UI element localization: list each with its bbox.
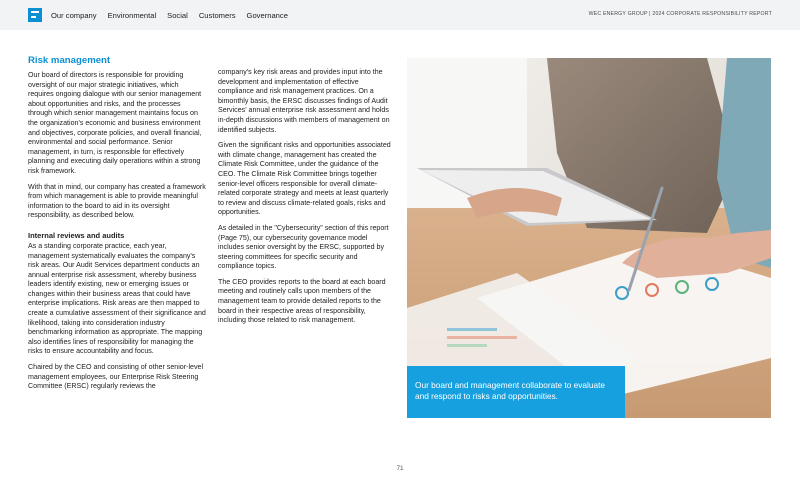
top-navigation-bar — [0, 0, 800, 30]
nav-item-customers[interactable]: Customers — [198, 10, 236, 20]
paragraph: As a standing corporate practice, each year, management systematically evaluates the company's risk areas. Our Audit Services department conducts an annual enterprise risk assessment, whereby business leaders identify existing, new or emerging issues or changes within their business areas that could have enterprise implications. Risk areas are then mapped to create a cumulative assessment of their significance and likelihood, taking into consideration industry benchmarking information as appropriate. The mapping also identifies lines of responsibility for managing the risks to ensure accountability and focus. — [28, 241, 206, 356]
paragraph: With that in mind, our company has created a framework from which management is able to provide meaningful information to the board to aid in its oversight responsibility, as described below. — [28, 182, 206, 220]
text-column-middle — [218, 68, 394, 332]
paragraph: As detailed in the "Cybersecurity" section of this report (Page 75), our cybersecurity governance model includes senior oversight by the ERSC, supported by steering committees for specific security and compliance topics. — [218, 223, 389, 271]
paragraph: The CEO provides reports to the board at each board meeting and routinely calls upon members of the management team to provide detailed reports to the board in their respective areas of responsibility, including those related to risk management. — [218, 277, 386, 325]
paragraph: Chaired by the CEO and consisting of other senior-level management employees, our Enterprise Risk Steering Committee (ERSC) regularly reviews the — [28, 363, 204, 391]
text-column-left — [28, 55, 206, 398]
nav-item-our-company[interactable]: Our company — [51, 10, 97, 20]
company-logo-icon[interactable] — [28, 8, 42, 22]
nav-item-governance[interactable]: Governance — [246, 10, 288, 20]
nav-item-social[interactable]: Social — [167, 10, 188, 20]
paragraph: Our board of directors is responsible for providing oversight of our major strategic initiatives, which requires ongoing dialogue with our senior management about opportunities and risks, and the processes through which senior management maintains focus on the organization's economic and business environment and objectives, corporate policies, and overall financial, environmental and social performance. Senior management, in turn, is responsible for effectively planning and executing daily operations within a strong risk framework. — [28, 71, 202, 175]
nav-item-environmental[interactable]: Environmental — [107, 10, 157, 20]
photo-people-reviewing-documents — [407, 58, 771, 418]
report-title: WEC ENERGY GROUP | 2024 CORPORATE RESPONSIBILITY REPORT — [588, 11, 772, 17]
photo-caption: Our board and management collaborate to evaluate and respond to risks and opportunities. — [415, 380, 606, 401]
paragraph: company's key risk areas and provides input into the development and implementation of effective compliance and risk management practices. On a bimonthly basis, the ERSC discusses findings of Audit Services' annual enterprise risk assessment and holds in-depth discussions with members of management on identified subjects. — [218, 68, 390, 134]
subheading: Internal reviews and audits — [28, 230, 125, 240]
paragraph: Given the significant risks and opportunities associated with climate change, management has created the Climate Risk Committee, under the guidance of the CEO. The Climate Risk Committee brings together senior-level officers responsible for overall climate-related corporate strategy and meets at least quarterly to review and discuss climate-related goals, risks and opportunities. — [218, 141, 391, 217]
section-nav — [51, 0, 299, 30]
photo-caption-box — [407, 366, 625, 418]
page-number: 71 — [396, 465, 404, 472]
section-title: Risk management — [28, 55, 111, 66]
